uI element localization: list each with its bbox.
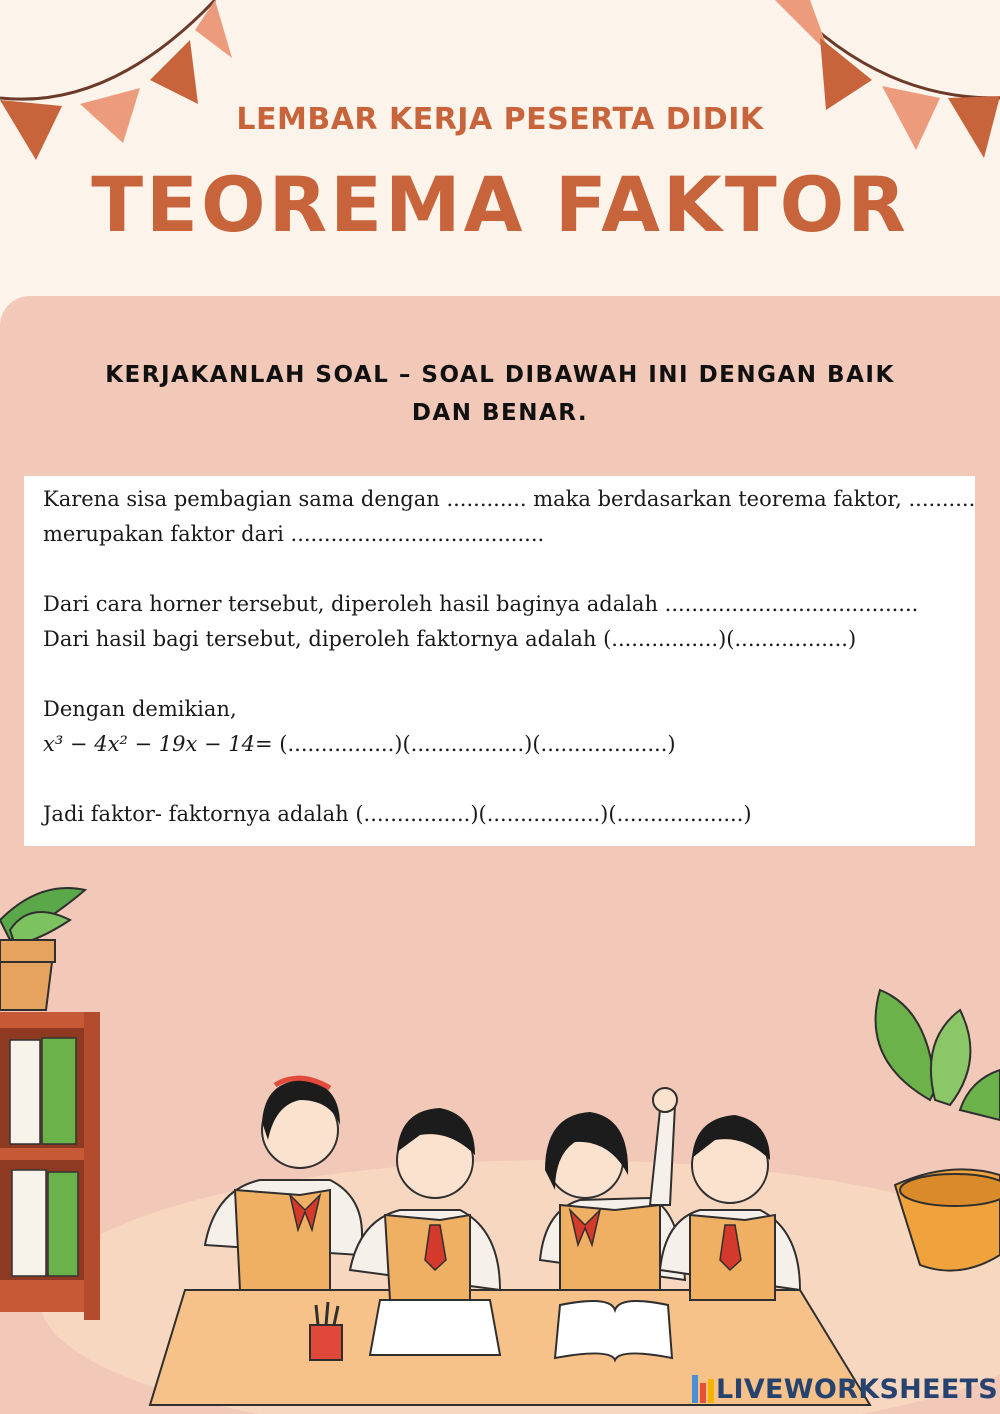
question-line-7: Jadi faktor- faktornya adalah (................)(.................)(...................) (43, 802, 752, 826)
instruction-line-2: DAN BENAR. (411, 400, 589, 426)
question-line-1: Karena sisa pembagian sama dengan ............ maka berdasarkan teorema faktor, .......... (43, 487, 976, 511)
question-line-3: Dari cara horner tersebut, diperoleh hasil baginya adalah ...................................... (43, 592, 919, 616)
question-line-5: Dengan demikian, (43, 697, 237, 721)
question-line-4: Dari hasil bagi tersebut, diperoleh faktornya adalah (................)(.................) (43, 627, 857, 651)
open-book-image (555, 1301, 672, 1360)
students-illustration (0, 860, 1000, 1414)
liveworksheets-icon (692, 1375, 714, 1403)
polynomial-expression: x³ − 4x² − 19x − 14 (43, 732, 256, 756)
instruction-text (100, 356, 900, 432)
worksheet-title: TEOREMA FAKTOR (91, 160, 909, 249)
bookshelf-image (0, 1012, 100, 1320)
question-line-2: merupakan faktor dari ...................................... (43, 522, 545, 546)
paper-image (370, 1300, 500, 1355)
bunting-right-decoration (770, 0, 1000, 165)
worksheet-subtitle: LEMBAR KERJA PESERTA DIDIK (236, 102, 764, 137)
bunting-left-decoration (0, 0, 260, 165)
logo-text: LIVEWORKSHEETS (716, 1373, 999, 1405)
liveworksheets-logo (692, 1370, 998, 1408)
question-line-6 (43, 727, 957, 762)
instruction-line-1: KERJAKANLAH SOAL – SOAL DIBAWAH INI DENGAN BAIK (105, 362, 895, 388)
left-plant-image (0, 888, 85, 1010)
question-box (24, 476, 975, 846)
polynomial-factor-blanks: = (................)(.................)(...................) (255, 732, 676, 756)
